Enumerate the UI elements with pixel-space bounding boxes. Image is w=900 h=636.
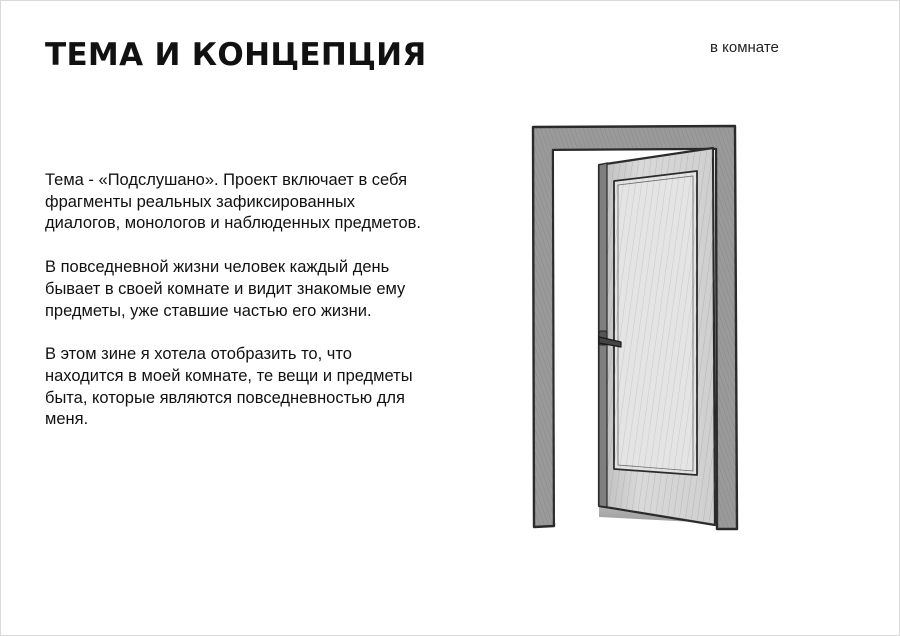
paragraph-daily-life: В повседневной жизни человек каждый день бывает в своей комнате и видит знакомые ему предметы, уже ставшие частью его жизни. [45, 258, 406, 320]
door-illustration [529, 121, 744, 536]
page-caption: в комнате [710, 39, 779, 56]
paragraph-zine-intent: В этом зине я хотела отобразить то, что находится в моей комнате, те вещи и предметы быта, которые являются повседневностью для меня. [45, 345, 413, 429]
body-text [45, 170, 425, 453]
door-sketch-image [529, 121, 744, 536]
page-title: ТЕМА И КОНЦЕПЦИЯ [45, 37, 427, 73]
door-leaf [599, 148, 715, 525]
paragraph-theme: Тема - «Подслушано». Проект включает в себя фрагменты реальных зафиксированных диалогов, монологов и наблюденных предметов. [45, 171, 421, 233]
